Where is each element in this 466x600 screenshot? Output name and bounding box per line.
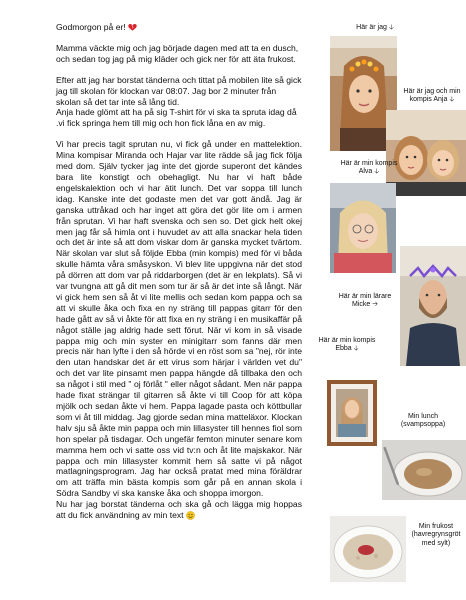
greeting-text: Godmorgon på er!	[56, 22, 126, 32]
arrow-down-icon: 🡣	[449, 96, 455, 104]
paragraph: Anja hade glömt att ha på sig T-shirt för vi ska ta spruta idag då .vi fick springa hem till mig och hon fick låna en av mig.	[56, 107, 297, 129]
smile-emoji-icon	[186, 511, 195, 520]
photo-ebba	[327, 380, 377, 446]
photo-caption: Min lunch (svampsoppa)	[400, 413, 446, 429]
paragraph-closing	[56, 499, 302, 521]
paragraph: Efter att jag har borstat tänderna och tittat på mobilen lite så gick jag till skolan för klockan var 08:07. Jag bor 2 minuter från skolan så det tar inte så lång tid.	[56, 74, 302, 107]
photo-micke	[400, 246, 466, 366]
arrow-right-icon: 🡢	[372, 301, 378, 309]
document-text	[56, 22, 302, 531]
greeting-line	[56, 22, 302, 33]
photo-caption: Här är jag och min kompis Anja 🡣	[403, 88, 461, 104]
paragraph: Mamma väckte mig och jag började dagen med att ta en dusch, och sedan tog jag på mig kläder och gick ner för att äta frukost.	[56, 42, 299, 64]
photo-caption: Här är min kompis Ebba 🡣	[318, 337, 376, 353]
photo-breakfast	[330, 516, 406, 582]
heart-emoji-icon	[128, 24, 137, 31]
photo-lunch	[382, 440, 466, 500]
photo-me-and-anja	[386, 110, 466, 196]
photo-caption: Här är min kompis Alva 🡣	[340, 160, 398, 176]
photo-alva	[330, 183, 396, 273]
arrow-down-icon: 🡣	[374, 168, 380, 176]
closing-text: Nu har jag borstat tänderna och ska gå och lägga mig hoppas att du fick användning av min text	[56, 499, 302, 521]
arrow-down-icon: 🡣	[388, 24, 394, 31]
photo-caption: Min frukost (havregrynsgröt med sylt)	[411, 523, 461, 547]
photo-caption: Här är jag 🡣	[356, 24, 394, 31]
arrow-down-icon: 🡣	[353, 345, 359, 353]
photo-caption: Här är min lärare Micke 🡢	[338, 293, 392, 309]
paragraph: Vi har precis tagit sprutan nu, vi fick gå under en mattelektion. Mina kompisar Miranda och Hajar var lite rädde så jag fick följa med dom. Själv tycker jag inte det gjorde superont det kändes bara lite konstigt och obehagligt. Nu har vi haft både engelskalektion och vi har ätit lunch. Det var soppa till lunch idag. Kanske inte det godaste men det var gott ändå. Jag är ganska uttråkad och har inget att göra det gör lite om i armen från sprutan. Vi har haft svenska och sen so. Det gick helt okej men jag får så himla ont i huvudet av att alla snackar hela tiden och det är inte så att dom viskar dom är ganska mycket tvärtom. När skolan var slut så följde Ebba (min kompis) med för vi båda skulle hämta våra småsyskon. Vi blev lite uppgivna när det stod på dörren att dom var på riddarborgen (det är en lekplats). Så vi var tvungna att gå dit men som tur är så är det inte så långt. När vi gick hem sen så åt vi lite mellis och sedan kom pappa och sa att vi skulle åka och fixa en ny sträng till pappas gitarr för den hade gått av så vi åkte för att fixa en ny sträng i en musikaffär på något ställe jag aldrig hade sett förut. När vi kom in så visade pappa mig och min syster en minigitarr som fanns där men precis när han lyfte i den så hörde vi en röst som sa "nej, rör inte den utan handskar det är ett virus som härjar i världen vet du" och det var lite pinsamt men pappa hängde då tillbaka den och sa något i stil med " oj förlåt " eller något sådant. Men när pappa hade fixat strängar til gitarren så åkte vi till Coop för att köpa mjölk och sedan åkte vi hem. Pappa lagade pasta och köttbullar som vi åt till middag. Jag gjorde sedan mina matteläxor. Klockan halv sju så åkte min pappa och min lillasyster till hennes fiol som hon spelar på tisdagar. Och ungefär femton minuter senare kom mamma hem och vi satte oss vid tv:n och åt lite majskakor. När pappa och min lillasyster kommit hem så satte vi på något matlagningsprogram. Jag har också pratat med mina föräldrar om att träffa min bästa kompis som går på en annan skola i Södra Sandby vi ska kanske åka och shoppa imorgon.	[56, 139, 302, 499]
